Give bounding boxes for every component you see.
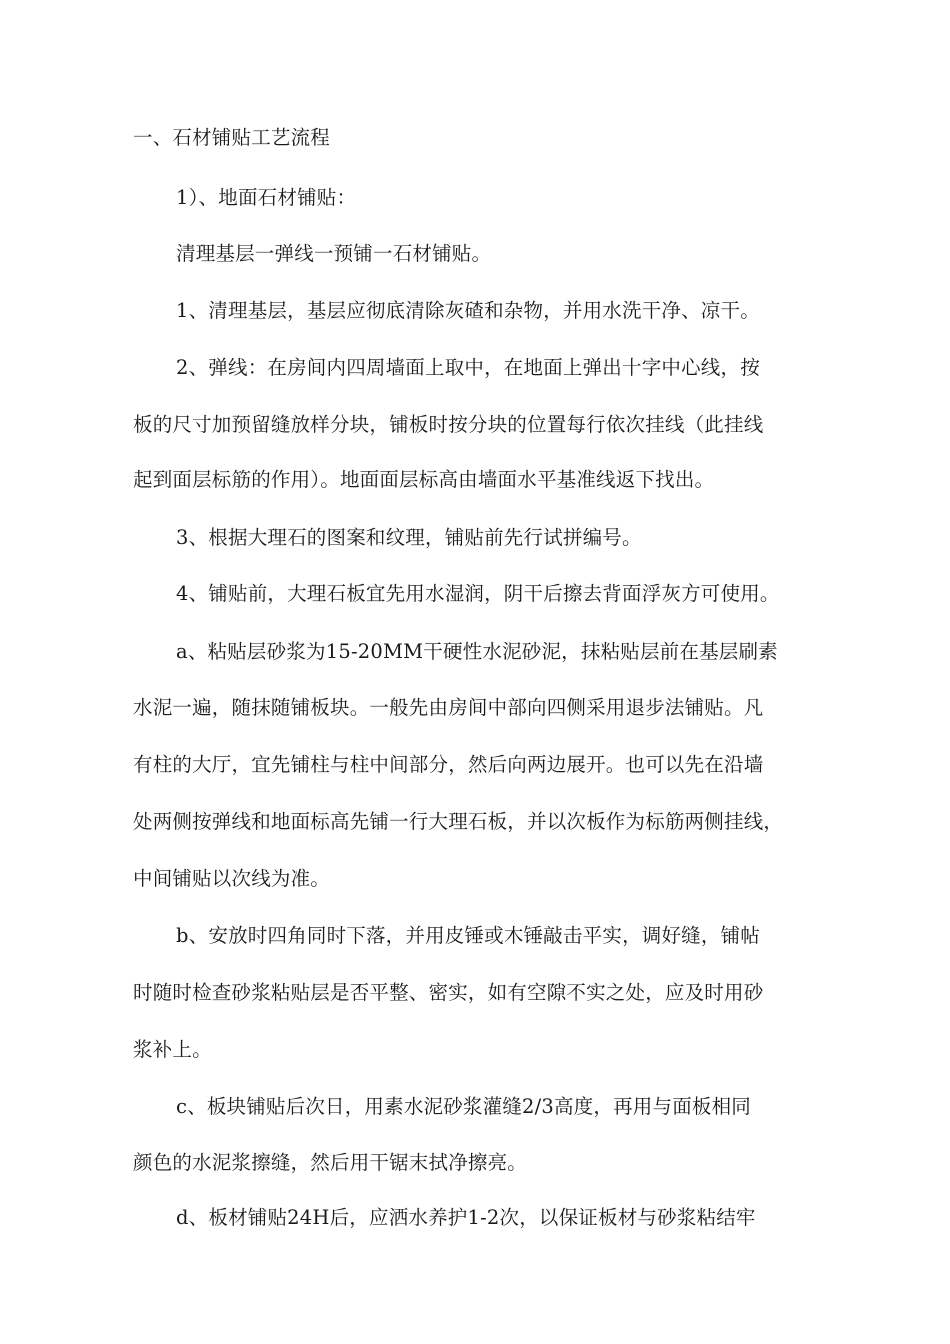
step-4-text: 4、铺贴前，大理石板宜先用水湿润，阴干后擦去背面浮灰方可使用。	[176, 582, 780, 605]
item-a-line-4: 处两侧按弹线和地面标高先铺一行大理石板，并以次板作为标筋两侧挂线，	[133, 810, 784, 833]
item-d-line-1: d、板材铺贴24H后，应洒水养护1-2次，以保证板材与砂浆粘结牢	[176, 1206, 756, 1229]
step-2-line-3: 起到面层标筋的作用）。地面面层标高由墙面水平基准线返下找出。	[133, 468, 715, 491]
item-b-line-1: b、安放时四角同时下落，并用皮锤或木锤敲击平实，调好缝，铺帖	[176, 924, 760, 947]
item-a-line-5: 中间铺贴以次线为准。	[133, 867, 331, 890]
process-flow-text: 清理基层一弹线一预铺一石材铺贴。	[176, 242, 492, 265]
item-a-line-2: 水泥一遍，随抹随铺板块。一般先由房间中部向四侧采用退步法铺贴。凡	[133, 696, 764, 719]
item-a-line-3: 有柱的大厅，宜先铺柱与柱中间部分，然后向两边展开。也可以先在沿墙	[133, 753, 764, 776]
item-c-line-1: c、板块铺贴后次日，用素水泥砂浆灌缝2/3高度，再用与面板相同	[176, 1095, 752, 1118]
item-c-line-2: 颜色的水泥浆擦缝，然后用干锯末拭净擦亮。	[133, 1151, 528, 1174]
item-a-line-1: a、粘贴层砂浆为15-20MM干硬性水泥砂泥，抹粘贴层前在基层刷素	[176, 640, 778, 663]
step-3-text: 3、根据大理石的图案和纹理，铺贴前先行试拼编号。	[176, 526, 642, 549]
item-b-line-2: 时随时检查砂浆粘贴层是否平整、密实，如有空隙不实之处，应及时用砂	[133, 981, 764, 1004]
step-2-line-2: 板的尺寸加预留缝放样分块，铺板时按分块的位置每行依次挂线（此挂线	[133, 413, 764, 436]
step-2-line-1: 2、弹线：在房间内四周墙面上取中，在地面上弹出十字中心线，按	[176, 356, 760, 379]
item-b-line-3: 浆补上。	[133, 1038, 212, 1061]
subsection-heading: 1）、地面石材铺贴：	[176, 186, 357, 209]
section-heading: 一、石材铺贴工艺流程	[133, 126, 331, 149]
step-1-text: 1、清理基层，基层应彻底清除灰碴和杂物，并用水洗干净、凉干。	[176, 299, 760, 322]
